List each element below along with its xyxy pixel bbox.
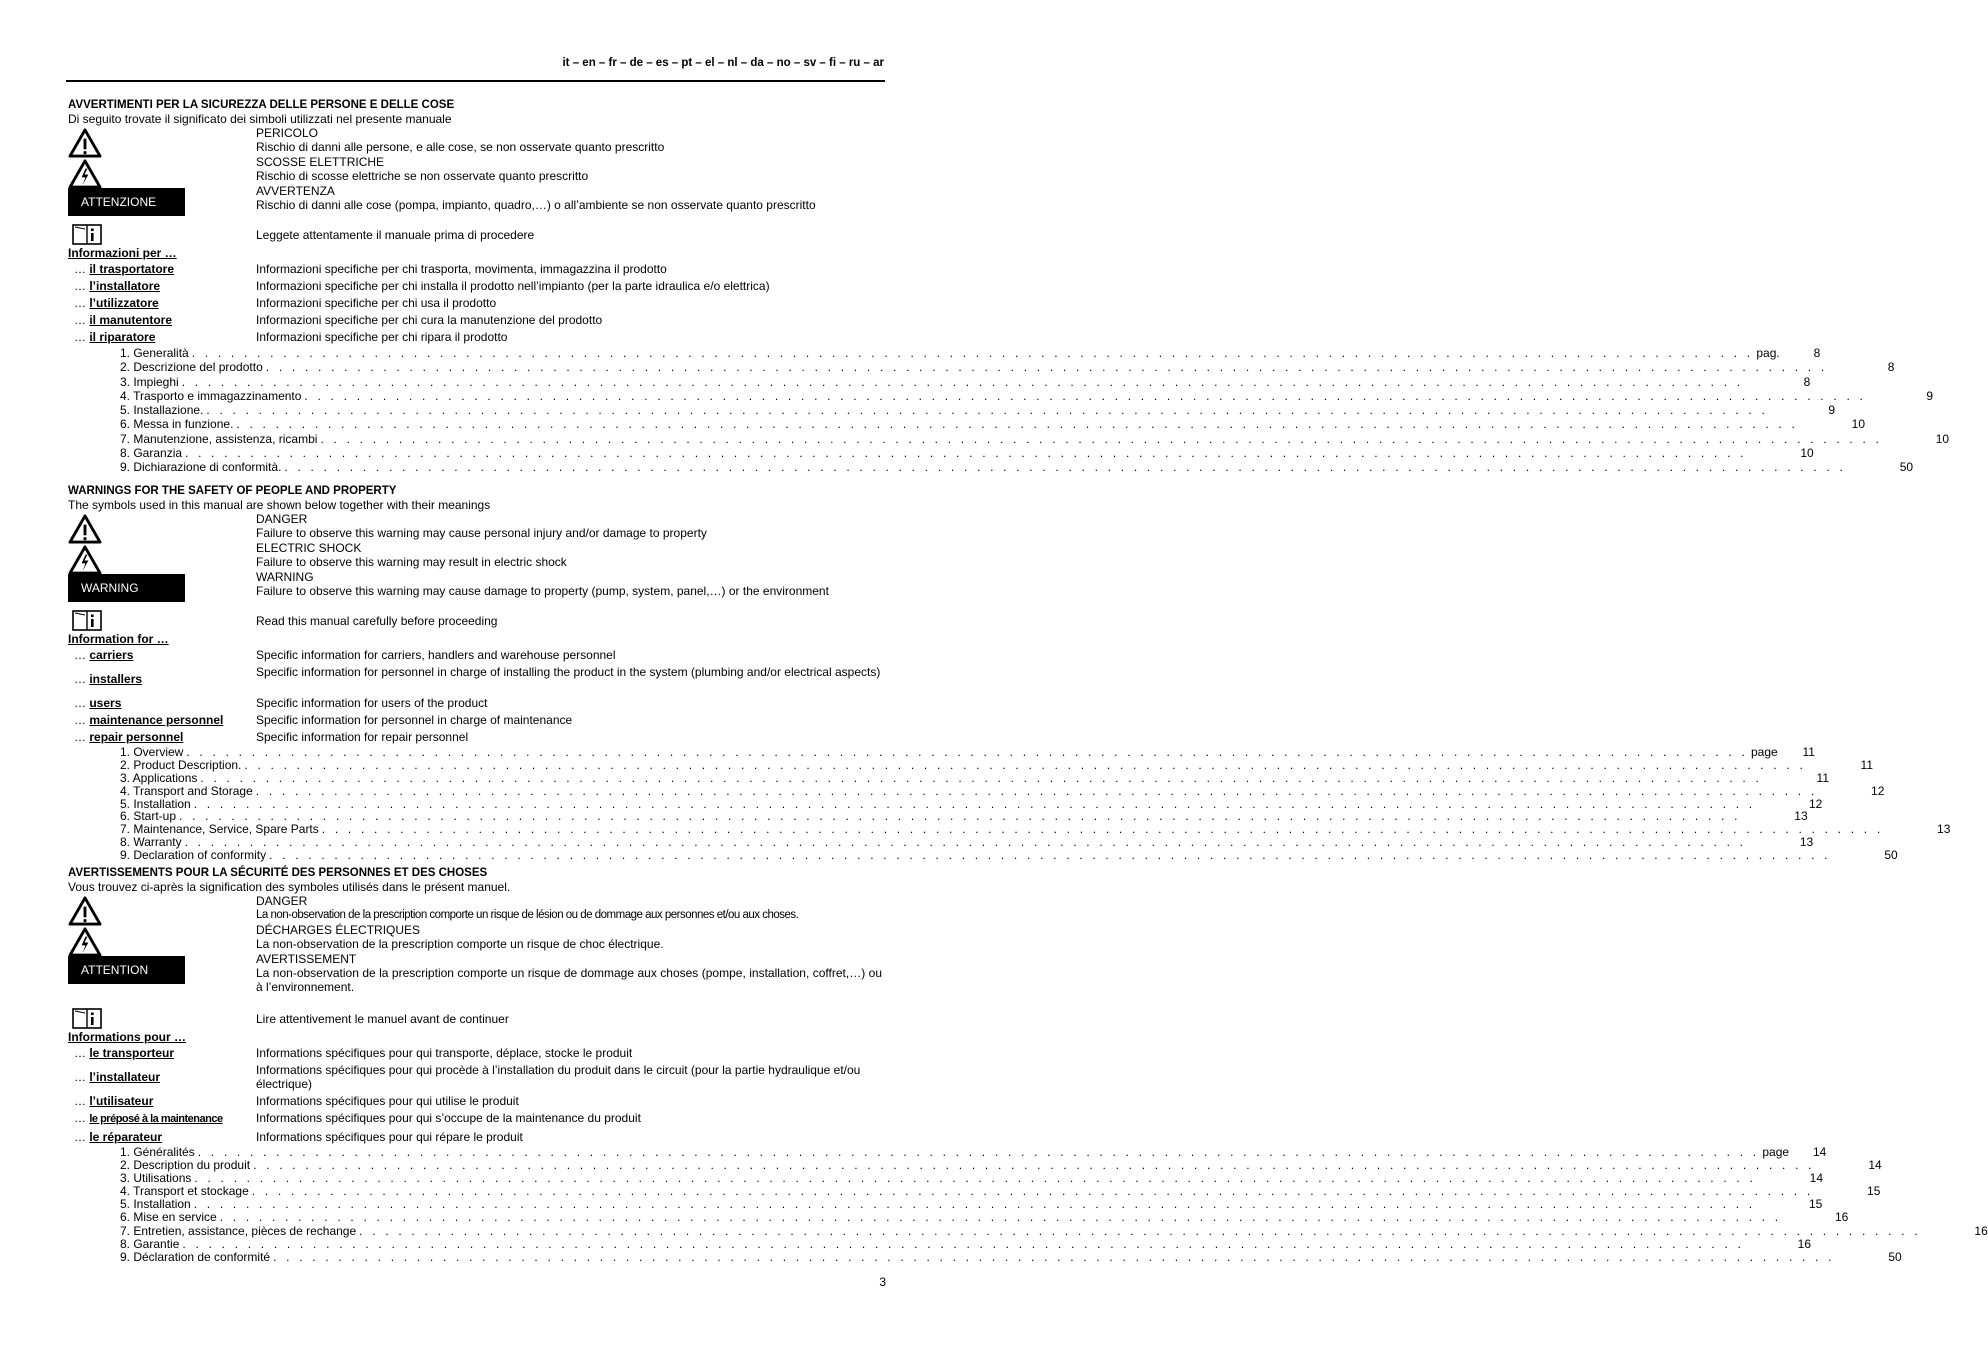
toc-page-number: 16 bbox=[1797, 1236, 1811, 1251]
info-audience bbox=[74, 713, 223, 727]
safety-section bbox=[68, 866, 1988, 1264]
toc-label: 7. Manutenzione, assistenza, ricambi bbox=[120, 431, 318, 446]
caution-title: AVVERTENZA bbox=[256, 184, 335, 198]
toc-label: 8. Garantie bbox=[120, 1236, 180, 1251]
header-rule bbox=[66, 80, 885, 82]
info-audience bbox=[74, 262, 174, 276]
info-description: Informations spécifiques pour qui procède à l’installation du produit dans le circuit (pour la partie hydraulique et/ou électrique) bbox=[256, 1063, 861, 1091]
info-prefix: … bbox=[74, 1070, 90, 1084]
toc-entry bbox=[120, 403, 1836, 418]
toc-leader: . . . . . . . . . . . . . . . . . . . . . . . . . . . . . . . . . . . . . . . . . . . . . . . . . . . . . . . . . . . . . . . . . . . . . . . . . . . . . . . . . . . . . . . . . . . . . . . . . . . . . . . . . . . . . . . . . . . . . . . . bbox=[206, 403, 1769, 418]
toc-label: 5. Installation bbox=[120, 1197, 191, 1212]
toc-label: 8. Garanzia bbox=[120, 446, 183, 461]
table-of-contents bbox=[120, 346, 1950, 475]
info-prefix: … bbox=[74, 713, 90, 727]
toc-leader: . . . . . . . . . . . . . . . . . . . . . . . . . . . . . . . . . . . . . . . . . . . . . . . . . . . . . . . . . . . . . . . . . . . . . . . . . . . . . . . . . . . . . . . . . . . . . . . . . . . . . . . . . . . . . . . . . . . . . . . . bbox=[219, 1210, 1782, 1225]
toc-page-word: page bbox=[1762, 1145, 1790, 1159]
info-prefix: … bbox=[74, 262, 90, 276]
toc-label: 4. Trasporto e immagazzinamento bbox=[120, 388, 302, 403]
toc-page-number: 14 bbox=[1812, 1145, 1827, 1159]
info-heading: Informazioni per … bbox=[68, 246, 177, 260]
toc-page-number: 10 bbox=[1935, 431, 1950, 446]
toc-entry bbox=[120, 460, 1914, 475]
toc-entry bbox=[120, 848, 1898, 863]
section-title: AVERTISSEMENTS POUR LA SÉCURITÉ DES PERSONNES ET DES CHOSES bbox=[68, 867, 488, 879]
toc-page-number: 13 bbox=[1799, 835, 1814, 850]
section-title: AVVERTIMENTI PER LA SICUREZZA DELLE PERSONE E DELLE COSE bbox=[68, 99, 455, 111]
toc-entry bbox=[120, 1223, 1988, 1238]
toc-leader: . . . . . . . . . . . . . . . . . . . . . . . . . . . . . . . . . . . . . . . . . . . . . . . . . . . . . . . . . . . . . . . . . . . . . . . . . . . . . . . . . . . . . . . . . . . . . . . . . . . . . . . . . . . . . . . . . . . . . . . . bbox=[191, 346, 1754, 360]
toc-leader: . . . . . . . . . . . . . . . . . . . . . . . . . . . . . . . . . . . . . . . . . . . . . . . . . . . . . . . . . . . . . . . . . . . . . . . . . . . . . . . . . . . . . . . . . . . . . . . . . . . . . . . . . . . . . . . . . . . . . . . . bbox=[320, 431, 1883, 446]
caution-label: ATTENTION bbox=[68, 956, 185, 984]
read-manual-icon bbox=[72, 1008, 102, 1029]
section-intro: Vous trouvez ci-après la signification des symboles utilisés dans le présent manuel. bbox=[68, 880, 511, 894]
info-row bbox=[68, 329, 882, 346]
toc-page-number: 50 bbox=[1884, 848, 1898, 863]
info-audience bbox=[74, 279, 160, 293]
toc-entry bbox=[120, 346, 1821, 360]
toc-label: 6. Start-up bbox=[120, 809, 177, 824]
toc-leader: . . . . . . . . . . . . . . . . . . . . . . . . . . . . . . . . . . . . . . . . . . . . . . . . . . . . . . . . . . . . . . . . . . . . . . . . . . . . . . . . . . . . . . . . . . . . . . . . . . . . . . . . . . . . . . . . . . . . . . . . bbox=[244, 757, 1807, 772]
toc-leader: . . . . . . . . . . . . . . . . . . . . . . . . . . . . . . . . . . . . . . . . . . . . . . . . . . . . . . . . . . . . . . . . . . . . . . . . . . . . . . . . . . . . . . . . . . . . . . . . . . . . . . . . . . . . . . . . . . . . . . . . bbox=[186, 745, 1748, 759]
toc-leader: . . . . . . . . . . . . . . . . . . . . . . . . . . . . . . . . . . . . . . . . . . . . . . . . . . . . . . . . . . . . . . . . . . . . . . . . . . . . . . . . . . . . . . . . . . . . . . . . . . . . . . . . . . . . . . . . . . . . . . . . bbox=[179, 809, 1741, 824]
toc-label: 6. Messa in funzione. bbox=[120, 417, 234, 432]
toc-page-number: 10 bbox=[1851, 417, 1866, 432]
info-prefix: … bbox=[74, 279, 90, 293]
info-audience-label: l’utilisateur bbox=[89, 1094, 154, 1108]
info-row bbox=[68, 1045, 882, 1062]
toc-label: 3. Impieghi bbox=[120, 374, 179, 389]
info-audience bbox=[74, 330, 155, 344]
toc-page-number: 8 bbox=[1813, 346, 1821, 360]
toc-label: 3. Applications bbox=[120, 770, 198, 785]
info-prefix: … bbox=[74, 313, 90, 327]
toc-label: 3. Utilisations bbox=[120, 1171, 192, 1186]
info-heading: Information for … bbox=[68, 632, 169, 646]
info-audience bbox=[74, 648, 133, 662]
toc-leader: . . . . . . . . . . . . . . . . . . . . . . . . . . . . . . . . . . . . . . . . . . . . . . . . . . . . . . . . . . . . . . . . . . . . . . . . . . . . . . . . . . . . . . . . . . . . . . . . . . . . . . . . . . . . . . . . . . . . . . . . bbox=[185, 446, 1747, 461]
toc-leader: . . . . . . . . . . . . . . . . . . . . . . . . . . . . . . . . . . . . . . . . . . . . . . . . . . . . . . . . . . . . . . . . . . . . . . . . . . . . . . . . . . . . . . . . . . . . . . . . . . . . . . . . . . . . . . . . . . . . . . . . bbox=[182, 1236, 1744, 1251]
toc-leader: . . . . . . . . . . . . . . . . . . . . . . . . . . . . . . . . . . . . . . . . . . . . . . . . . . . . . . . . . . . . . . . . . . . . . . . . . . . . . . . . . . . . . . . . . . . . . . . . . . . . . . . . . . . . . . . . . . . . . . . . bbox=[194, 1171, 1756, 1186]
info-description: Informazioni specifiche per chi ripara il prodotto bbox=[256, 330, 508, 344]
toc-entry bbox=[120, 417, 1866, 432]
shock-title: ELECTRIC SHOCK bbox=[256, 541, 362, 555]
toc-entry bbox=[120, 374, 1811, 389]
info-prefix: … bbox=[74, 672, 90, 686]
info-audience-label: le réparateur bbox=[89, 1130, 163, 1144]
info-audience-label: repair personnel bbox=[89, 730, 184, 744]
info-prefix: … bbox=[74, 1130, 90, 1144]
toc-page-number: 12 bbox=[1871, 783, 1885, 798]
caution-title: WARNING bbox=[256, 570, 314, 584]
caution-text: Rischio di danni alle cose (pompa, impianto, quadro,…) o all’ambiente se non osservate quanto prescritto bbox=[256, 198, 816, 212]
toc-entry bbox=[120, 446, 1814, 461]
safety-section bbox=[68, 484, 1951, 863]
info-row bbox=[68, 1093, 882, 1110]
info-description: Informazioni specifiche per chi trasporta, movimenta, immagazzina il prodotto bbox=[256, 262, 667, 276]
read-manual-row bbox=[68, 610, 882, 632]
danger-text: Rischio di danni alle persone, e alle cose, se non osservate quanto prescritto bbox=[256, 140, 665, 154]
toc-entry bbox=[120, 388, 1934, 403]
read-manual-row bbox=[68, 224, 882, 246]
caution-text: La non-observation de la prescription comporte un risque de dommage aux choses (pompe, installation, coffret,…) ou à l’environnement. bbox=[256, 966, 882, 994]
section-intro: The symbols used in this manual are shown below together with their meanings bbox=[68, 498, 491, 512]
toc-label: 1. Généralités bbox=[120, 1145, 195, 1159]
warning-symbols bbox=[68, 126, 882, 224]
safety-section bbox=[68, 98, 1950, 475]
toc-label: 2. Product Description. bbox=[120, 757, 242, 772]
toc-leader: . . . . . . . . . . . . . . . . . . . . . . . . . . . . . . . . . . . . . . . . . . . . . . . . . . . . . . . . . . . . . . . . . . . . . . . . . . . . . . . . . . . . . . . . . . . . . . . . . . . . . . . . . . . . . . . . . . . . . . . . bbox=[304, 388, 1867, 403]
toc-entry bbox=[120, 757, 1874, 772]
info-row bbox=[68, 278, 882, 295]
danger-icon bbox=[68, 514, 102, 544]
danger-text: Failure to observe this warning may cause personal injury and/or damage to property bbox=[256, 526, 707, 540]
toc-entry bbox=[120, 1236, 1811, 1251]
toc-label: 2. Description du produit bbox=[120, 1158, 251, 1173]
info-prefix: … bbox=[74, 330, 90, 344]
electric-shock-icon bbox=[68, 545, 102, 575]
info-heading: Informations pour … bbox=[68, 1030, 186, 1044]
toc-leader: . . . . . . . . . . . . . . . . . . . . . . . . . . . . . . . . . . . . . . . . . . . . . . . . . . . . . . . . . . . . . . . . . . . . . . . . . . . . . . . . . . . . . . . . . . . . . . . . . . . . . . . . . . . . . . . . . . . . . . . . bbox=[197, 1145, 1760, 1159]
toc-page-number: 8 bbox=[1887, 360, 1895, 375]
toc-page-number: 13 bbox=[1937, 822, 1951, 837]
toc-label: 8. Warranty bbox=[120, 835, 182, 850]
info-description: Informations spécifiques pour qui répare le produit bbox=[256, 1130, 523, 1144]
info-row bbox=[68, 729, 882, 746]
toc-page-number: 50 bbox=[1888, 1249, 1902, 1264]
toc-entry bbox=[120, 431, 1950, 446]
info-description: Informazioni specifiche per chi installa il prodotto nell’impianto (per la parte idraulica e/o elettrica) bbox=[256, 279, 770, 293]
info-prefix: … bbox=[74, 1046, 90, 1060]
toc-label: 4. Transport and Storage bbox=[120, 783, 253, 798]
toc-page-number: 8 bbox=[1803, 374, 1811, 389]
info-prefix: … bbox=[74, 730, 90, 744]
read-manual-row bbox=[68, 1008, 882, 1030]
info-audience-label: le transporteur bbox=[89, 1046, 175, 1060]
danger-title: PERICOLO bbox=[256, 126, 319, 140]
toc-label: 9. Déclaration de conformité bbox=[120, 1249, 271, 1264]
info-prefix: … bbox=[74, 296, 90, 310]
read-manual-icon bbox=[72, 610, 102, 631]
danger-icon bbox=[68, 128, 102, 158]
danger-text: La non-observation de la prescription comporte un risque de lésion ou de dommage aux personnes et/ou aux choses. bbox=[256, 909, 799, 921]
toc-page-number: 14 bbox=[1868, 1158, 1882, 1173]
info-audience bbox=[74, 296, 159, 310]
info-audience bbox=[74, 1111, 223, 1126]
electric-shock-icon bbox=[68, 159, 102, 189]
toc-label: 9. Dichiarazione di conformità. bbox=[120, 460, 282, 475]
toc-label: 9. Declaration of conformity bbox=[120, 848, 267, 863]
shock-text: Rischio di scosse elettriche se non osservate quanto prescritto bbox=[256, 169, 589, 183]
info-prefix: … bbox=[74, 1111, 90, 1125]
warning-symbols bbox=[68, 512, 882, 610]
info-audience-label: l’installateur bbox=[89, 1070, 161, 1084]
info-description: Specific information for personnel in charge of maintenance bbox=[256, 713, 573, 727]
toc-leader: . . . . . . . . . . . . . . . . . . . . . . . . . . . . . . . . . . . . . . . . . . . . . . . . . . . . . . . . . . . . . . . . . . . . . . . . . . . . . . . . . . . . . . . . . . . . . . . . . . . . . . . . . . . . . . . . . . . . . . . . bbox=[193, 796, 1756, 811]
info-row bbox=[68, 261, 882, 278]
toc-leader: . . . . . . . . . . . . . . . . . . . . . . . . . . . . . . . . . . . . . . . . . . . . . . . . . . . . . . . . . . . . . . . . . . . . . . . . . . . . . . . . . . . . . . . . . . . . . . . . . . . . . . . . . . . . . . . . . . . . . . . . bbox=[236, 417, 1799, 432]
shock-title: DÉCHARGES ÉLECTRIQUES bbox=[256, 923, 421, 937]
info-row bbox=[68, 1062, 882, 1093]
toc-leader: . . . . . . . . . . . . . . . . . . . . . . . . . . . . . . . . . . . . . . . . . . . . . . . . . . . . . . . . . . . . . . . . . . . . . . . . . . . . . . . . . . . . . . . . . . . . . . . . . . . . . . . . . . . . . . . . . . . . . . . . bbox=[181, 374, 1744, 389]
info-audience-label: il manutentore bbox=[89, 313, 173, 327]
toc-leader: . . . . . . . . . . . . . . . . . . . . . . . . . . . . . . . . . . . . . . . . . . . . . . . . . . . . . . . . . . . . . . . . . . . . . . . . . . . . . . . . . . . . . . . . . . . . . . . . . . . . . . . . . . . . . . . . . . . . . . . . bbox=[253, 1158, 1815, 1173]
toc-label: 5. Installazione. bbox=[120, 403, 204, 418]
toc-label: 5. Installation bbox=[120, 796, 191, 811]
toc-page-word: pag. bbox=[1756, 346, 1780, 360]
toc-entry bbox=[120, 770, 1830, 785]
read-manual-text: Lire attentivement le manuel avant de continuer bbox=[256, 1012, 509, 1026]
toc-entry bbox=[120, 1210, 1849, 1225]
info-description: Informations spécifiques pour qui s’occupe de la maintenance du produit bbox=[256, 1111, 641, 1125]
info-audience bbox=[74, 696, 121, 710]
toc-leader: . . . . . . . . . . . . . . . . . . . . . . . . . . . . . . . . . . . . . . . . . . . . . . . . . . . . . . . . . . . . . . . . . . . . . . . . . . . . . . . . . . . . . . . . . . . . . . . . . . . . . . . . . . . . . . . . . . . . . . . . bbox=[251, 1184, 1814, 1199]
info-audience-label: l’installatore bbox=[89, 279, 161, 293]
info-description: Informazioni specifiche per chi usa il prodotto bbox=[256, 296, 497, 310]
toc-leader: . . . . . . . . . . . . . . . . . . . . . . . . . . . . . . . . . . . . . . . . . . . . . . . . . . . . . . . . . . . . . . . . . . . . . . . . . . . . . . . . . . . . . . . . . . . . . . . . . . . . . . . . . . . . . . . . . . . . . . . . bbox=[284, 460, 1847, 475]
info-row bbox=[68, 295, 882, 312]
info-audience bbox=[74, 1130, 162, 1144]
toc-label: 2. Descrizione del prodotto bbox=[120, 360, 263, 375]
info-audience bbox=[74, 672, 142, 686]
electric-shock-icon bbox=[68, 927, 102, 957]
info-row bbox=[68, 695, 882, 712]
toc-page-number: 15 bbox=[1867, 1184, 1881, 1199]
info-row bbox=[68, 1110, 882, 1129]
info-prefix: … bbox=[74, 1094, 90, 1108]
language-list: it – en – fr – de – es – pt – el – nl – da – no – sv – fi – ru – ar bbox=[562, 57, 884, 69]
info-description: Specific information for repair personnel bbox=[256, 730, 469, 744]
toc-leader: . . . . . . . . . . . . . . . . . . . . . . . . . . . . . . . . . . . . . . . . . . . . . . . . . . . . . . . . . . . . . . . . . . . . . . . . . . . . . . . . . . . . . . . . . . . . . . . . . . . . . . . . . . . . . . . . . . . . . . . . bbox=[184, 835, 1747, 850]
toc-page-number: 50 bbox=[1899, 460, 1914, 475]
info-prefix: … bbox=[74, 696, 90, 710]
read-manual-icon bbox=[72, 224, 102, 245]
toc-leader: . . . . . . . . . . . . . . . . . . . . . . . . . . . . . . . . . . . . . . . . . . . . . . . . . . . . . . . . . . . . . . . . . . . . . . . . . . . . . . . . . . . . . . . . . . . . . . . . . . . . . . . . . . . . . . . . . . . . . . . . bbox=[193, 1197, 1756, 1212]
section-intro: Di seguito trovate il significato dei simboli utilizzati nel presente manuale bbox=[68, 112, 452, 126]
danger-title: DANGER bbox=[256, 512, 308, 526]
info-row bbox=[68, 1129, 882, 1146]
danger-icon bbox=[68, 896, 102, 926]
info-description: Specific information for personnel in charge of installing the product in the system (plumbing and/or electrical aspects) bbox=[256, 665, 881, 679]
info-audience-label: users bbox=[89, 696, 122, 710]
toc-label: 1. Overview bbox=[120, 745, 184, 759]
toc-page-number: 16 bbox=[1834, 1210, 1849, 1225]
toc-leader: . . . . . . . . . . . . . . . . . . . . . . . . . . . . . . . . . . . . . . . . . . . . . . . . . . . . . . . . . . . . . . . . . . . . . . . . . . . . . . . . . . . . . . . . . . . . . . . . . . . . . . . . . . . . . . . . . . . . . . . . bbox=[200, 770, 1763, 785]
info-row bbox=[68, 312, 882, 329]
page-number: 3 bbox=[879, 1275, 886, 1289]
toc-leader: . . . . . . . . . . . . . . . . . . . . . . . . . . . . . . . . . . . . . . . . . . . . . . . . . . . . . . . . . . . . . . . . . . . . . . . . . . . . . . . . . . . . . . . . . . . . . . . . . . . . . . . . . . . . . . . . . . . . . . . . bbox=[269, 848, 1831, 863]
toc-label: 6. Mise en service bbox=[120, 1210, 217, 1225]
info-audience-label: maintenance personnel bbox=[89, 713, 224, 727]
toc-leader: . . . . . . . . . . . . . . . . . . . . . . . . . . . . . . . . . . . . . . . . . . . . . . . . . . . . . . . . . . . . . . . . . . . . . . . . . . . . . . . . . . . . . . . . . . . . . . . . . . . . . . . . . . . . . . . . . . . . . . . . bbox=[255, 783, 1818, 798]
read-manual-text: Read this manual carefully before proceeding bbox=[256, 614, 498, 628]
toc-page-number: 12 bbox=[1808, 796, 1823, 811]
toc-entry bbox=[120, 745, 1815, 759]
info-audience bbox=[74, 1094, 153, 1108]
toc-leader: . . . . . . . . . . . . . . . . . . . . . . . . . . . . . . . . . . . . . . . . . . . . . . . . . . . . . . . . . . . . . . . . . . . . . . . . . . . . . . . . . . . . . . . . . . . . . . . . . . . . . . . . . . . . . . . . . . . . . . . . bbox=[359, 1223, 1921, 1238]
info-prefix: … bbox=[74, 648, 90, 662]
info-audience-label: installers bbox=[89, 672, 143, 686]
toc-leader: . . . . . . . . . . . . . . . . . . . . . . . . . . . . . . . . . . . . . . . . . . . . . . . . . . . . . . . . . . . . . . . . . . . . . . . . . . . . . . . . . . . . . . . . . . . . . . . . . . . . . . . . . . . . . . . . . . . . . . . . bbox=[265, 360, 1828, 375]
toc-page-number: 11 bbox=[1816, 770, 1830, 785]
info-description: Informazioni specifiche per chi cura la manutenzione del prodotto bbox=[256, 313, 603, 327]
info-audience-label: le préposé à la maintenance bbox=[89, 1113, 223, 1125]
danger-title: DANGER bbox=[256, 894, 308, 908]
info-row bbox=[68, 712, 882, 729]
toc-page-number: 16 bbox=[1974, 1223, 1988, 1238]
info-description: Specific information for carriers, handlers and warehouse personnel bbox=[256, 648, 616, 662]
caution-text: Failure to observe this warning may cause damage to property (pump, system, panel,…) or the environment bbox=[256, 584, 829, 598]
toc-page-number: 9 bbox=[1828, 403, 1836, 418]
info-audience-label: il riparatore bbox=[89, 330, 156, 344]
toc-label: 4. Transport et stockage bbox=[120, 1184, 249, 1199]
caution-title: AVERTISSEMENT bbox=[256, 952, 357, 966]
toc-page-number: 10 bbox=[1800, 446, 1814, 461]
caution-label: ATTENZIONE bbox=[68, 188, 185, 216]
toc-entry bbox=[120, 360, 1895, 375]
toc-page-number: 15 bbox=[1808, 1197, 1823, 1212]
info-audience bbox=[74, 1046, 174, 1060]
shock-text: Failure to observe this warning may result in electric shock bbox=[256, 555, 567, 569]
info-description: Informations spécifiques pour qui transporte, déplace, stocke le produit bbox=[256, 1046, 633, 1060]
shock-text: La non-observation de la prescription comporte un risque de choc électrique. bbox=[256, 937, 664, 951]
info-audience-label: carriers bbox=[89, 648, 134, 662]
toc-page-number: 11 bbox=[1860, 757, 1874, 772]
info-row bbox=[68, 647, 882, 664]
toc-leader: . . . . . . . . . . . . . . . . . . . . . . . . . . . . . . . . . . . . . . . . . . . . . . . . . . . . . . . . . . . . . . . . . . . . . . . . . . . . . . . . . . . . . . . . . . . . . . . . . . . . . . . . . . . . . . . . . . . . . . . . bbox=[273, 1249, 1835, 1264]
toc-page-number: 9 bbox=[1926, 388, 1934, 403]
caution-label: WARNING bbox=[68, 574, 185, 602]
toc-label: 1. Generalità bbox=[120, 346, 189, 360]
read-manual-text: Leggete attentamente il manuale prima di procedere bbox=[256, 228, 535, 242]
info-audience bbox=[74, 1070, 160, 1084]
info-audience bbox=[74, 730, 183, 744]
shock-title: SCOSSE ELETTRICHE bbox=[256, 155, 385, 169]
info-description: Specific information for users of the product bbox=[256, 696, 488, 710]
warning-symbols bbox=[68, 894, 882, 1008]
toc-entry bbox=[120, 783, 1885, 798]
toc-leader: . . . . . . . . . . . . . . . . . . . . . . . . . . . . . . . . . . . . . . . . . . . . . . . . . . . . . . . . . . . . . . . . . . . . . . . . . . . . . . . . . . . . . . . . . . . . . . . . . . . . . . . . . . . . . . . . . . . . . . . . bbox=[321, 822, 1884, 837]
info-audience-label: il trasportatore bbox=[89, 262, 175, 276]
info-audience-label: l’utilizzatore bbox=[89, 296, 159, 310]
toc-page-number: 14 bbox=[1809, 1171, 1823, 1186]
toc-label: 7. Entretien, assistance, pièces de rechange bbox=[120, 1223, 357, 1238]
toc-page-number: 11 bbox=[1802, 745, 1815, 759]
toc-entry bbox=[120, 1249, 1902, 1264]
info-row bbox=[68, 664, 882, 695]
table-of-contents bbox=[120, 1145, 1988, 1264]
info-description: Informations spécifiques pour qui utilise le produit bbox=[256, 1094, 519, 1108]
table-of-contents bbox=[120, 745, 1951, 863]
toc-page-number: 13 bbox=[1794, 809, 1808, 824]
toc-label: 7. Maintenance, Service, Spare Parts bbox=[120, 822, 319, 837]
section-title: WARNINGS FOR THE SAFETY OF PEOPLE AND PROPERTY bbox=[68, 485, 397, 497]
info-audience bbox=[74, 313, 172, 327]
toc-page-word: page bbox=[1750, 745, 1778, 759]
